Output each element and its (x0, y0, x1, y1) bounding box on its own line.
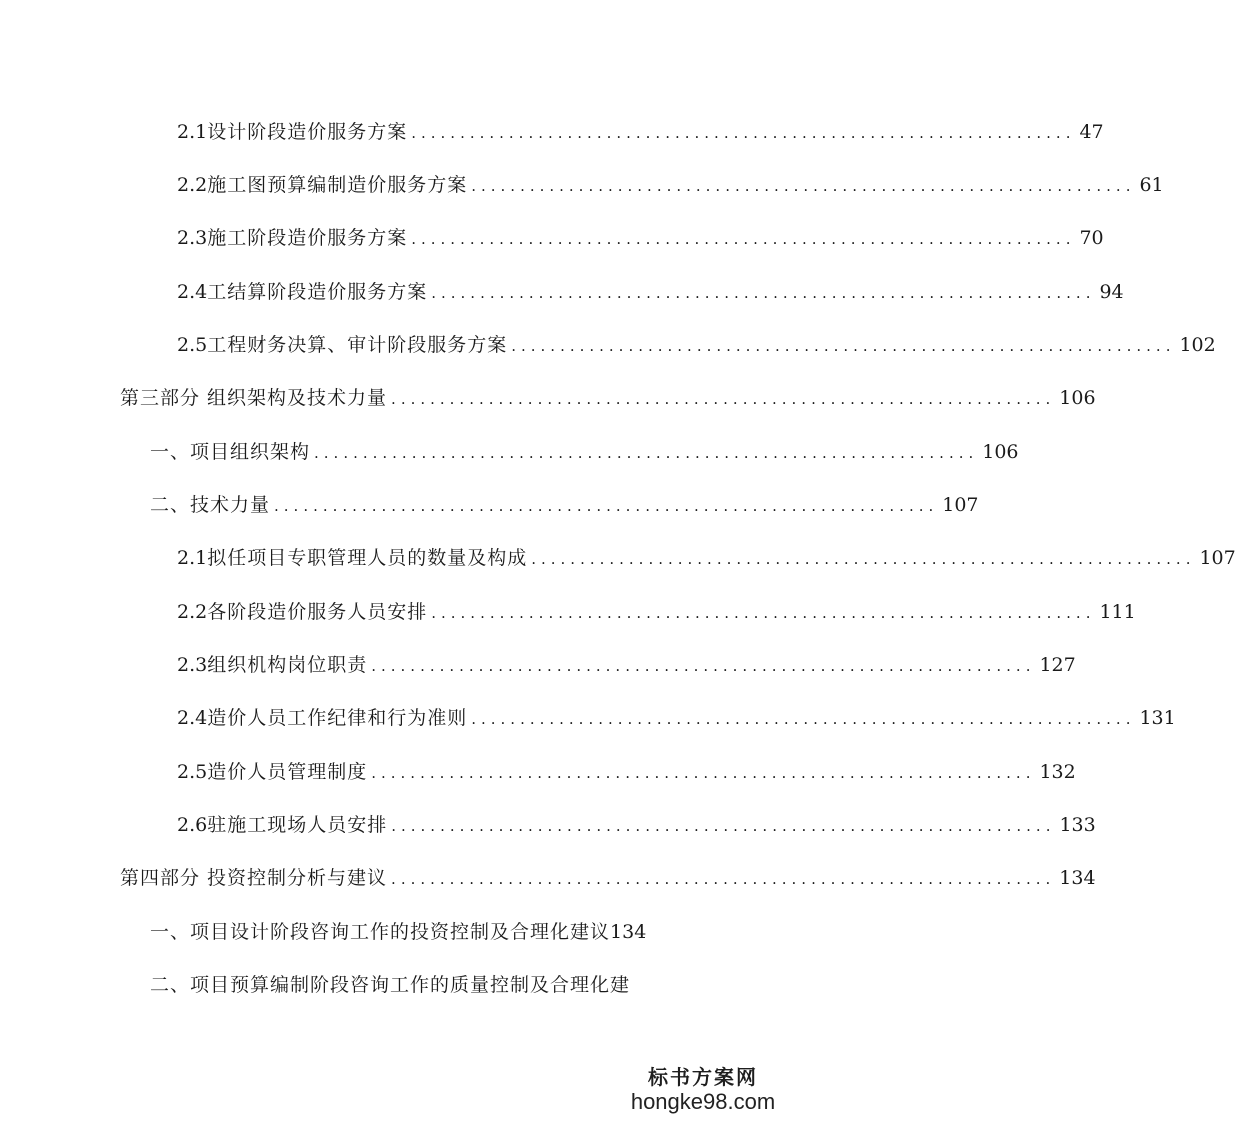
toc-leader: .................................................................... (411, 230, 1076, 248)
toc-page: 102 (1179, 334, 1216, 356)
toc-number: 2.4 (177, 281, 208, 303)
toc-title: 工结算阶段造价服务方案 (207, 281, 428, 303)
toc-number: 2.4 (177, 707, 208, 729)
toc-leader: .................................................................... (274, 497, 939, 515)
toc-title: 二、技术力量 (150, 494, 271, 516)
toc-page: 106 (982, 441, 1019, 463)
toc-page: 70 (1079, 227, 1104, 249)
toc-number: 2.5 (177, 761, 208, 783)
toc-leader: .................................................................... (431, 604, 1096, 622)
toc-leader: .................................................................... (431, 284, 1096, 302)
toc-title: 一、项目组织架构 (150, 441, 311, 463)
toc-number: 2.3 (177, 227, 208, 249)
toc-title: 工程财务决算、审计阶段服务方案 (207, 334, 508, 356)
toc-entry[interactable] (150, 437, 1019, 467)
toc-page: 132 (1039, 761, 1076, 783)
toc-entry[interactable] (150, 490, 979, 520)
toc-entry[interactable] (177, 117, 1104, 147)
toc-page: 131 (1139, 707, 1176, 729)
toc-number: 2.1 (177, 547, 208, 569)
toc-title: 二、项目预算编制阶段咨询工作的质量控制及合理化建 (150, 974, 631, 996)
toc-leader: .................................................................... (471, 710, 1136, 728)
toc-entry[interactable] (177, 170, 1164, 200)
toc-page: 134 (1059, 867, 1096, 889)
toc-page: 107 (942, 494, 979, 516)
toc-entry[interactable] (177, 650, 1076, 680)
toc-entry[interactable] (150, 970, 674, 1000)
toc-number: 2.2 (177, 174, 208, 196)
toc-leader: .................................................................... (391, 817, 1056, 835)
toc-entry[interactable] (177, 543, 1236, 573)
toc-leader: .................................................................... (471, 177, 1136, 195)
toc-leader: .................................................................... (371, 657, 1036, 675)
toc-title: 组织机构岗位职责 (207, 654, 368, 676)
toc-page: 111 (1099, 601, 1136, 623)
watermark-url: hongke98.com (630, 1089, 776, 1114)
toc-entry[interactable] (177, 597, 1136, 627)
toc-title: 拟任项目专职管理人员的数量及构成 (207, 547, 528, 569)
toc-entry[interactable] (177, 703, 1176, 733)
toc-page: 94 (1099, 281, 1124, 303)
toc-title: 造价人员管理制度 (207, 761, 368, 783)
toc-leader: .................................................................... (531, 550, 1196, 568)
toc-title: 各阶段造价服务人员安排 (207, 601, 428, 623)
toc-title: 一、项目设计阶段咨询工作的投资控制及合理化建议 (150, 921, 611, 943)
toc-page: 107 (1199, 547, 1236, 569)
toc-title: 造价人员工作纪律和行为准则 (207, 707, 468, 729)
toc-number: 2.5 (177, 334, 208, 356)
toc-title: 设计阶段造价服务方案 (207, 121, 408, 143)
toc-leader: .................................................................... (411, 124, 1076, 142)
toc-leader: .................................................................... (511, 337, 1176, 355)
toc-leader: .................................................................... (391, 390, 1056, 408)
toc-title: 施工阶段造价服务方案 (207, 227, 408, 249)
toc-leader: .................................................................... (391, 870, 1056, 888)
toc-leader: .................................................................... (314, 444, 979, 462)
toc-page: 47 (1079, 121, 1104, 143)
toc-title: 施工图预算编制造价服务方案 (207, 174, 468, 196)
toc-page: 133 (1059, 814, 1096, 836)
toc-entry[interactable] (177, 757, 1076, 787)
toc-leader: .................................................................... (371, 764, 1036, 782)
toc-number: 2.2 (177, 601, 208, 623)
toc-number: 2.6 (177, 814, 208, 836)
watermark-site-name: 标书方案网 (648, 1065, 758, 1089)
toc-entry[interactable] (177, 277, 1124, 307)
toc-title: 第四部分 投资控制分析与建议 (120, 867, 388, 889)
toc-title: 第三部分 组织架构及技术力量 (120, 387, 388, 409)
watermark-logo (623, 1061, 783, 1114)
toc-number: 2.1 (177, 121, 208, 143)
toc-title: 驻施工现场人员安排 (207, 814, 388, 836)
toc-entry[interactable] (177, 810, 1096, 840)
toc-entry[interactable] (177, 223, 1104, 253)
toc-entry[interactable] (120, 863, 1096, 893)
toc-page: 106 (1059, 387, 1096, 409)
toc-entry[interactable] (150, 917, 674, 947)
toc-entry[interactable] (120, 383, 1096, 413)
toc-number: 2.3 (177, 654, 208, 676)
toc-entry[interactable] (177, 330, 1216, 360)
toc-page: 134 (610, 921, 647, 943)
toc-page: 61 (1139, 174, 1164, 196)
toc-page: 127 (1039, 654, 1076, 676)
